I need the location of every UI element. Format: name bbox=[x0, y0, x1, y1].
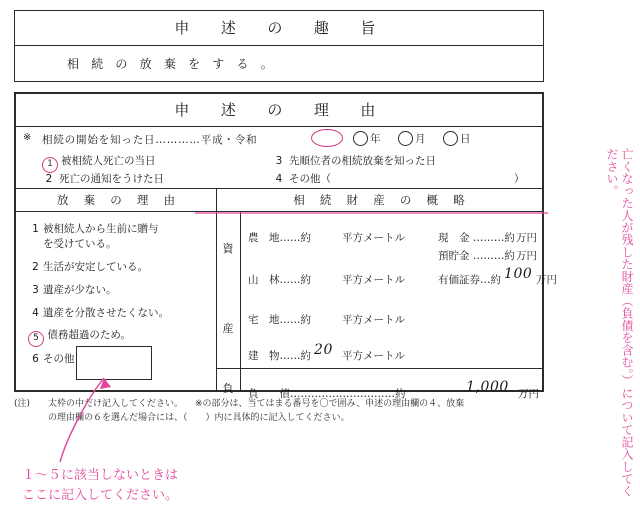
property-row-farmland-unit: 平方メートル bbox=[342, 232, 405, 244]
waiver-5-label: 債務超過のため。 bbox=[47, 329, 131, 341]
choice-4-number: 4 bbox=[275, 173, 283, 185]
property-row-deposit-unit: 万円 bbox=[516, 250, 537, 262]
property-row-securities-label: 有価証券…約 bbox=[438, 274, 501, 286]
choice-4-close-paren: ） bbox=[514, 173, 525, 185]
list-item[interactable] bbox=[28, 283, 117, 297]
form-notes bbox=[14, 398, 546, 426]
reason-title: 申 述 の 理 由 bbox=[16, 94, 542, 127]
waiver-5-number: 5 bbox=[28, 331, 44, 347]
property-row-cash-label: 現 金 ………約 bbox=[438, 232, 515, 244]
annotation-bottom-line-2: ここに記入してください。 bbox=[22, 487, 179, 503]
waiver-2-label: 生活が安定している。 bbox=[43, 261, 148, 273]
list-item[interactable] bbox=[28, 306, 169, 320]
property-row-deposit-label: 預貯金 ………約 bbox=[438, 250, 515, 262]
start-date-row bbox=[16, 126, 542, 153]
waiver-other-free-text-box[interactable] bbox=[76, 346, 152, 380]
waiver-2-number: 2 bbox=[32, 261, 39, 273]
list-item[interactable] bbox=[28, 260, 148, 274]
year-unit: 年 bbox=[370, 133, 381, 145]
choice-2-label: 死亡の通知をうけた日 bbox=[59, 173, 164, 185]
property-row-building-label: 建 物……約 bbox=[248, 350, 311, 362]
notes-line-2 bbox=[14, 412, 546, 426]
property-table bbox=[216, 212, 557, 400]
month-unit: 月 bbox=[415, 133, 426, 145]
reason-choice-4-close bbox=[514, 171, 525, 186]
choice-4-label: その他（ bbox=[289, 173, 331, 185]
day-ring-icon[interactable] bbox=[443, 131, 458, 146]
liability-label: 負 債…………………………約 bbox=[248, 388, 406, 400]
side-label-assets-2: 産 bbox=[222, 322, 234, 335]
waiver-6-label: その他 bbox=[43, 353, 75, 365]
waiver-3-number: 3 bbox=[32, 284, 39, 296]
property-row-cash-unit: 万円 bbox=[516, 232, 537, 244]
property-side-labels bbox=[216, 212, 241, 395]
annotation-bottom-line-1: １〜５に該当しないときは bbox=[22, 468, 179, 483]
list-item[interactable] bbox=[28, 352, 75, 366]
waiver-reason-list bbox=[16, 212, 216, 390]
era-circle-reiwa bbox=[311, 129, 343, 147]
month-ring-icon[interactable] bbox=[398, 131, 413, 146]
list-item[interactable] bbox=[28, 222, 159, 236]
choice-1-number: 1 bbox=[42, 157, 58, 173]
waiver-reason-column bbox=[16, 188, 217, 390]
year-ring-icon[interactable] bbox=[353, 131, 368, 146]
waiver-1-number: 1 bbox=[32, 223, 39, 235]
choice-2-number: 2 bbox=[45, 173, 53, 185]
purpose-title: 申 述 の 趣 旨 bbox=[15, 11, 543, 46]
day-unit: 日 bbox=[460, 133, 471, 145]
liability-unit: 万円 bbox=[518, 388, 539, 400]
waiver-6-number: 6 bbox=[32, 353, 39, 365]
list-item[interactable] bbox=[28, 328, 131, 347]
waiver-4-label: 遺産を分散させたくない。 bbox=[43, 307, 169, 319]
side-label-liability: 負 bbox=[222, 382, 234, 395]
property-row-securities-value[interactable]: 100 bbox=[504, 266, 533, 282]
property-row-securities-unit: 万円 bbox=[536, 274, 557, 286]
notes-line-1 bbox=[14, 398, 546, 412]
waiver-1-label: 被相続人から生前に贈与 bbox=[43, 223, 159, 235]
purpose-body-text: 相 続 の 放 棄 を す る 。 bbox=[67, 57, 277, 71]
waiver-3-label: 遺産が少ない。 bbox=[43, 284, 117, 296]
reason-choice-1[interactable] bbox=[42, 153, 156, 173]
start-date-label: 相続の開始を知った日…………平成・令和 bbox=[42, 134, 258, 146]
notes-label: (注) bbox=[14, 399, 31, 409]
property-summary-column bbox=[216, 188, 557, 400]
property-row-building-value[interactable]: 20 bbox=[314, 342, 333, 358]
liability-value[interactable]: 1,000 bbox=[466, 379, 509, 395]
reason-choice-2[interactable] bbox=[42, 171, 164, 186]
annotation-right: 亡くなった人が残した財産（負債を含む。）について記入してください。 bbox=[605, 148, 634, 497]
property-row-forest-label: 山 林……約 bbox=[248, 274, 311, 286]
reason-choice-4[interactable] bbox=[272, 171, 331, 186]
reason-choice-group bbox=[16, 152, 542, 189]
property-row-residential-unit: 平方メートル bbox=[342, 314, 405, 326]
notes-text-2: ※の部分は、当てはまる番号を〇で囲み、申述の理由欄の４、放棄 bbox=[195, 399, 465, 409]
property-row-residential-label: 宅 地……約 bbox=[248, 314, 311, 326]
reason-lower-area bbox=[16, 188, 557, 400]
notes-text-3: の理由欄の６を選んだ場合には、（ ）内に具体的に記入してください。 bbox=[48, 412, 350, 423]
choice-3-number: 3 bbox=[275, 155, 283, 167]
property-row-forest-unit: 平方メートル bbox=[342, 274, 405, 286]
property-row-farmland-label: 農 地……約 bbox=[248, 232, 311, 244]
waiver-4-number: 4 bbox=[32, 307, 39, 319]
liability-divider bbox=[216, 368, 542, 369]
waiver-1-label2: を受けている。 bbox=[43, 238, 117, 250]
waiver-reason-heading: 放 棄 の 理 由 bbox=[16, 188, 216, 212]
property-summary-heading: 相 続 財 産 の 概 略 bbox=[216, 188, 542, 212]
annotation-bottom bbox=[22, 466, 178, 505]
side-label-assets-1: 資 bbox=[222, 242, 234, 255]
notes-text-1: 太枠の中だけ記入してください。 bbox=[48, 399, 184, 409]
waiver-1-label2-row bbox=[43, 237, 117, 251]
choice-3-label: 先順位者の相続放棄を知った日 bbox=[289, 155, 436, 167]
reason-block bbox=[14, 92, 557, 400]
property-row-building-unit: 平方メートル bbox=[342, 350, 405, 362]
asterisk-mark: ※ bbox=[23, 132, 32, 143]
purpose-block bbox=[14, 10, 544, 82]
choice-1-label: 被相続人死亡の当日 bbox=[61, 155, 156, 167]
reason-choice-3[interactable] bbox=[272, 153, 436, 168]
